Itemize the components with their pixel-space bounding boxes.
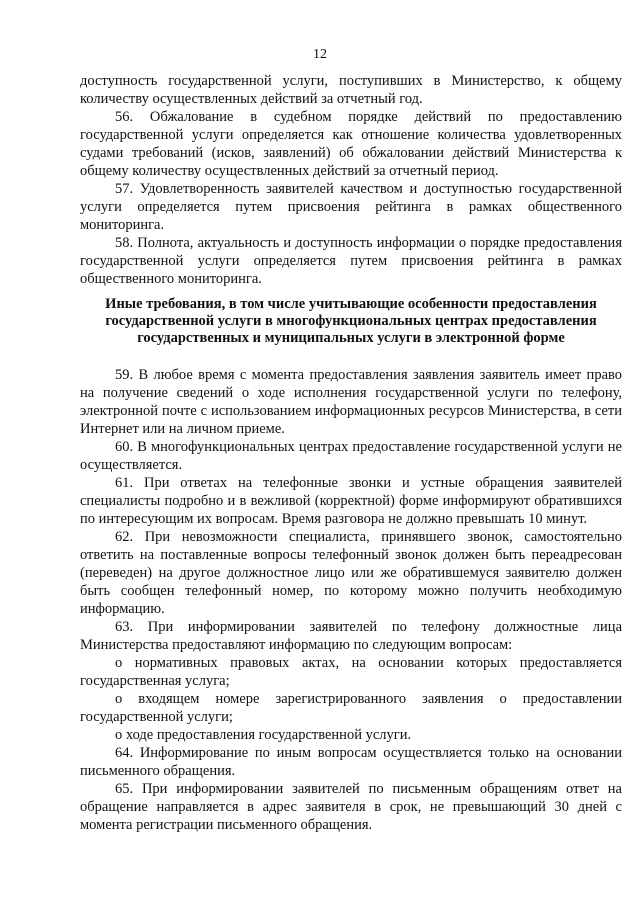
list-item: о ходе предоставления государственной услуги. <box>115 727 412 743</box>
paragraph-59: 59. В любое время с момента предоставления заявления заявитель имеет право на получение сведений о ходе исполнения государственной услуги по телефону, электронной почте с использованием информационных ресурсов Министерства, в сети Интернет или на личном приеме. <box>80 367 622 437</box>
paragraph-58: 58. Полнота, актуальность и доступность информации о порядке предоставления государственной услуги определяется путем присвоения рейтинга в рамках общественного мониторинга. <box>80 235 622 287</box>
paragraph-continuation: доступность государственной услуги, поступивших в Министерство, к общему количеству осуществленных действий за отчетный год. <box>80 73 622 107</box>
paragraph-61: 61. При ответах на телефонные звонки и устные обращения заявителей специалисты подробно и в вежливой (корректной) форме информируют обратившихся по интересующим их вопросам. Время разговора не должно превышать 10 минут. <box>80 475 622 527</box>
page-number: 12 <box>313 47 327 62</box>
lower-section <box>80 366 622 834</box>
section-heading <box>80 296 622 347</box>
list-item: о нормативных правовых актах, на основании которых предоставляется государственная услуга; <box>80 655 622 689</box>
heading-line: государственной услуги в многофункциональных центрах предоставления <box>105 313 597 329</box>
paragraph-62: 62. При невозможности специалиста, принявшего звонок, самостоятельно ответить на поставленные вопросы телефонный звонок должен быть переадресован (переведен) на другое должностное лицо или же обратившемуся заявителю должен быть сообщен телефонный номер, по которому можно получить необходимую информацию. <box>80 529 622 617</box>
paragraph-64: 64. Информирование по иным вопросам осуществляется только на основании письменного обращения. <box>80 745 622 779</box>
upper-section <box>80 72 622 288</box>
paragraph-60: 60. В многофункциональных центрах предоставление государственной услуги не осуществляется. <box>80 439 622 473</box>
heading-line: государственных и муниципальных услуги в электронной форме <box>137 330 565 346</box>
paragraph-57: 57. Удовлетворенность заявителей качеством и доступностью государственной услуги определяется путем присвоения рейтинга в рамках общественного мониторинга. <box>80 181 622 233</box>
heading-line: Иные требования, в том числе учитывающие особенности предоставления <box>105 296 597 312</box>
paragraph-56: 56. Обжалование в судебном порядке действий по предоставлению государственной услуги определяется как отношение количества удовлетворенных судами требований (исков, заявлений) об обжаловании действий Министерства к общему количеству осуществленных действий за отчетный период. <box>80 109 622 179</box>
list-item: о входящем номере зарегистрированного заявления о предоставлении государственной услуги; <box>80 691 622 725</box>
paragraph-63: 63. При информировании заявителей по телефону должностные лица Министерства предоставляют информацию по следующим вопросам: <box>80 619 622 653</box>
paragraph-65: 65. При информировании заявителей по письменным обращениям ответ на обращение направляется в адрес заявителя в срок, не превышающий 30 дней с момента регистрации письменного обращения. <box>80 781 622 833</box>
